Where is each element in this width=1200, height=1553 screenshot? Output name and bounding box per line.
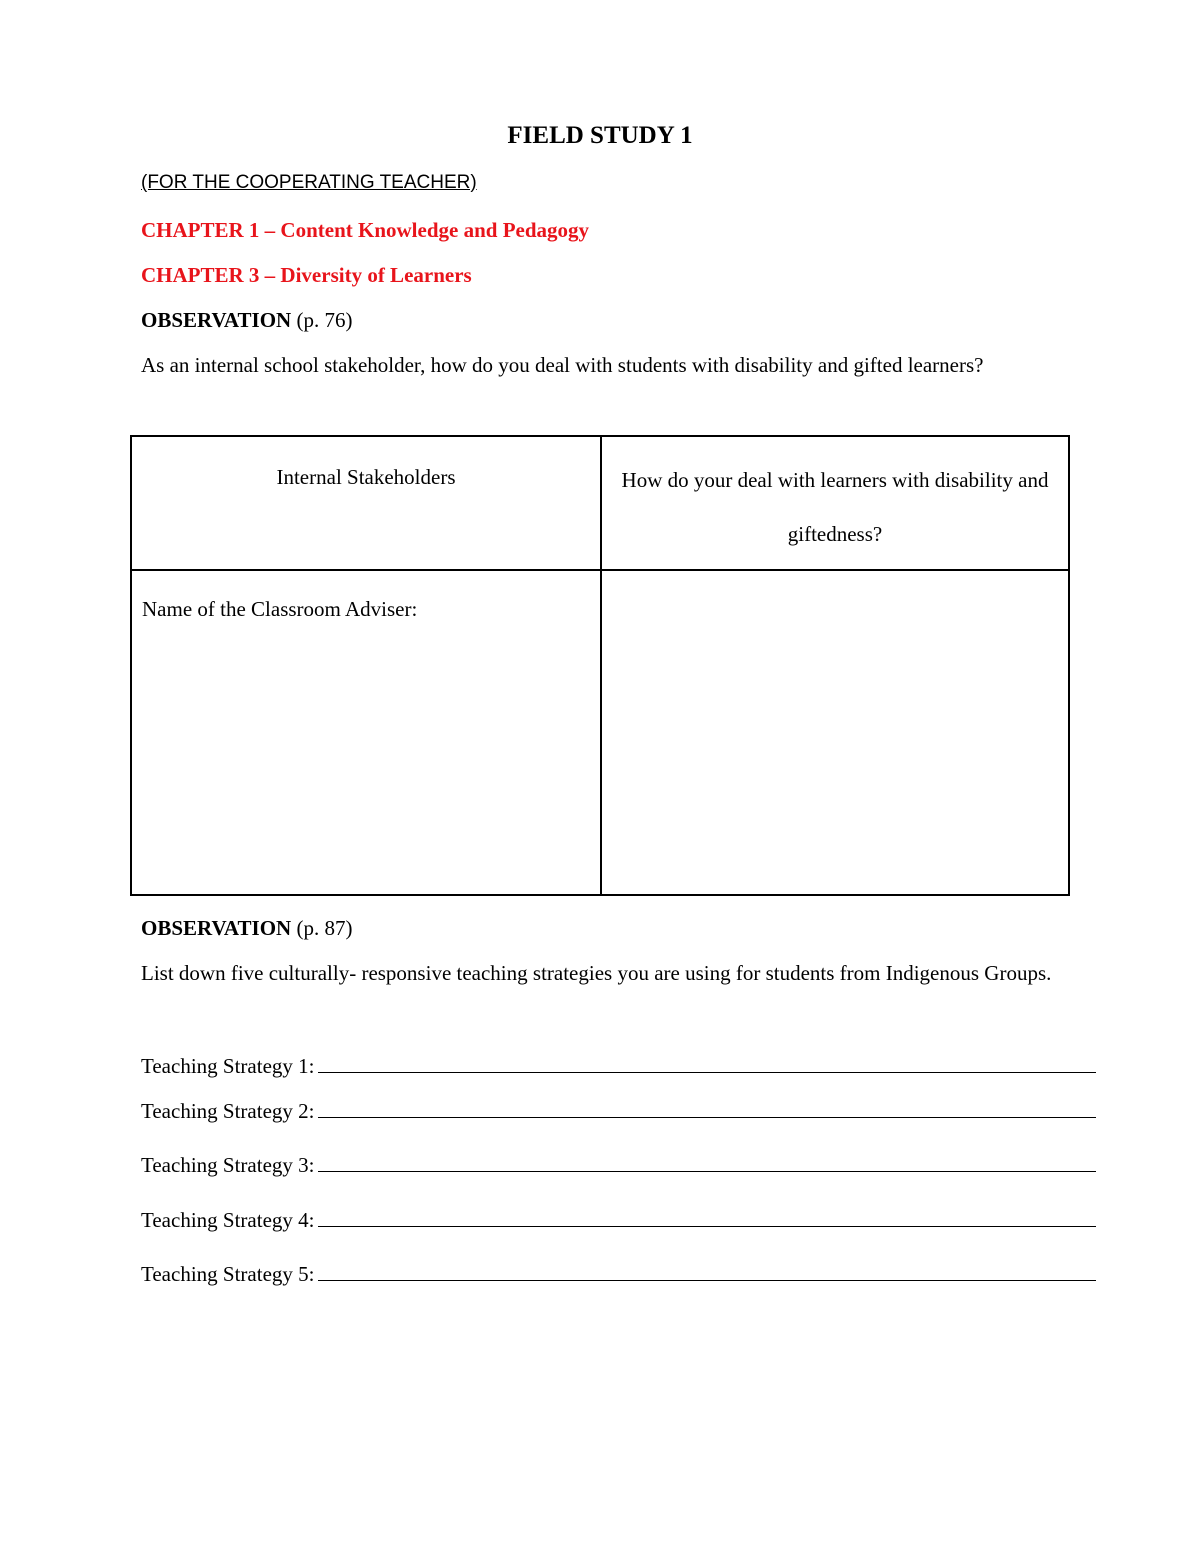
observation-1-heading: [141, 308, 352, 333]
strategy-1-line[interactable]: [141, 1054, 1096, 1079]
table-header-stakeholders: Internal Stakeholders: [276, 465, 456, 489]
page-title: FIELD STUDY 1: [507, 122, 693, 149]
table-header-deal: How do your deal with learners with disability and giftedness?: [621, 468, 1049, 546]
strategy-2-line[interactable]: [141, 1099, 1096, 1124]
strategy-2-blank[interactable]: [318, 1099, 1096, 1118]
strategy-3-label: Teaching Strategy 3:: [141, 1153, 315, 1177]
strategy-5-label: Teaching Strategy 5:: [141, 1262, 315, 1286]
observation-1-label: OBSERVATION: [141, 308, 292, 332]
observation-2-page: (p. 87): [296, 916, 353, 940]
page-subtitle: (FOR THE COOPERATING TEACHER): [141, 172, 477, 193]
strategy-3-line[interactable]: [141, 1153, 1096, 1178]
chapter-1-heading: CHAPTER 1 – Content Knowledge and Pedagogy: [141, 218, 590, 242]
observation-1-page: (p. 76): [296, 308, 353, 332]
strategy-1-label: Teaching Strategy 1:: [141, 1054, 315, 1078]
stakeholder-table: [130, 435, 1070, 896]
strategy-4-blank[interactable]: [318, 1208, 1096, 1227]
strategy-5-blank[interactable]: [318, 1262, 1096, 1281]
strategy-2-label: Teaching Strategy 2:: [141, 1099, 315, 1123]
chapter-3-heading: CHAPTER 3 – Diversity of Learners: [141, 263, 472, 287]
table-cell-response[interactable]: [602, 571, 1068, 894]
strategy-1-blank[interactable]: [318, 1054, 1096, 1073]
observation-2-heading: [141, 916, 352, 941]
strategy-4-line[interactable]: [141, 1208, 1096, 1233]
strategy-5-line[interactable]: [141, 1262, 1096, 1287]
table-cell-adviser-name[interactable]: Name of the Classroom Adviser:: [142, 597, 418, 621]
observation-2-label: OBSERVATION: [141, 916, 292, 940]
strategy-3-blank[interactable]: [318, 1153, 1096, 1172]
observation-1-question: As an internal school stakeholder, how do you deal with students with disability and gifted learners?: [141, 353, 984, 377]
observation-2-question: List down five culturally- responsive teaching strategies you are using for students from Indigenous Groups.: [141, 961, 1052, 985]
strategy-4-label: Teaching Strategy 4:: [141, 1208, 315, 1232]
